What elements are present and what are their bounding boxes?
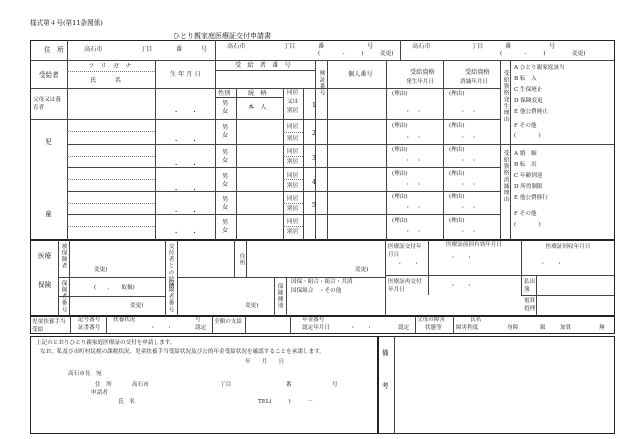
henko-3: 変更): [572, 51, 586, 57]
guardian-dob-dots: ・ ・: [173, 109, 198, 116]
row-no-5: 5: [312, 202, 316, 209]
reason-3a: (理由): [392, 147, 408, 153]
date-dots-4a: ・ ・: [405, 182, 422, 188]
doukyo-6: 同居: [287, 219, 299, 225]
henko-medical-3: 変更): [355, 267, 369, 273]
gender-label: 性別: [218, 90, 231, 97]
decl-addr-label: 住 所: [95, 382, 112, 388]
child-dob-dots-2: ・ ・: [173, 162, 198, 169]
allow-nintei: 認定: [195, 325, 207, 331]
row-no-1: 1: [312, 102, 316, 109]
address-city: 高石市: [84, 46, 103, 53]
tel-paren-3: ( - ): [500, 51, 546, 57]
date-dots-4b: ・ ・: [460, 182, 477, 188]
shurui-label: 保険種別: [276, 283, 283, 310]
nenkin-nintei: 認定: [398, 325, 410, 331]
medical-types-1: 国保・組合・組合・共済: [291, 279, 353, 285]
decl-applicant: 申請者: [91, 390, 108, 396]
shintai-label: 身障: [507, 325, 519, 331]
decl-ban: 番: [286, 382, 292, 388]
kana-label: フ リ ガ ナ: [88, 63, 132, 70]
dob-label: 生 年 月 日: [170, 71, 201, 78]
hihoken-label: 被保険者: [60, 243, 67, 270]
medical-iryo: 医療: [38, 252, 52, 260]
date-dots-2a: ・ ・: [405, 135, 422, 141]
nenkin-dots: ・ ・: [350, 325, 373, 331]
decl-date: 年 月 日: [245, 359, 285, 365]
prev-valid-dots: ・ ・: [450, 255, 473, 261]
address-chome: 丁目: [140, 46, 153, 53]
medical-jusho: 住所: [238, 253, 245, 267]
guardian-label: 父母又は養育者: [33, 97, 61, 111]
date-dots-6b: ・ ・: [460, 229, 477, 235]
female-3: 女: [222, 157, 229, 164]
occur-paren: ( ): [514, 133, 541, 139]
address-city-2: 高石市: [227, 43, 246, 50]
address-go-3: 号: [549, 43, 556, 50]
henko-2: 変更): [380, 51, 394, 57]
end-item-a: A 婚 姻: [514, 151, 537, 157]
occur-item-b: B 転 入: [514, 76, 537, 82]
form-id: 様式第４号(第11条関係): [30, 19, 103, 27]
cert-issue-label: 医療証交付年月日: [388, 244, 422, 258]
teido-label: 障害程度: [456, 325, 479, 331]
occur-item-c: C 生保廃止: [514, 87, 543, 93]
qual-label: 受給資格: [410, 69, 435, 76]
recipient-label: 受給者: [39, 71, 59, 79]
sho-no: 証書番号: [78, 325, 101, 331]
male-6: 男: [222, 219, 229, 226]
doukyo-2: 同居: [287, 124, 299, 130]
koufu-label: 交付者との続柄: [167, 243, 174, 290]
return-dots: ・ ・: [540, 261, 563, 267]
kojin-label: 個人番号: [348, 71, 373, 78]
hoken-no-label-2: 保険者番号: [167, 280, 174, 313]
jotai-label: 状態等: [425, 325, 442, 331]
address-city-3: 高石市: [412, 43, 431, 50]
cohabit-2: 又は: [287, 99, 299, 105]
cohabit-3: 別居: [287, 108, 299, 114]
bekkyo-6: 別居: [287, 229, 299, 235]
address-ban-2: 番: [318, 43, 325, 50]
female-5: 女: [222, 204, 229, 211]
medical-types-2: 国保組合 ・その他: [291, 288, 342, 294]
doukyo-5: 同居: [287, 196, 299, 202]
bekkyo-5: 別居: [287, 206, 299, 212]
nintei-date: ・ ・: [150, 325, 173, 331]
henko-medical-4: 変更): [245, 303, 259, 309]
reason-3b: (理由): [449, 147, 465, 153]
bekkyo-2: 別居: [287, 136, 299, 142]
issue-dots: ・ ・: [397, 261, 420, 267]
contact-label: 電算処理: [524, 298, 536, 312]
remarks-box[interactable]: [378, 336, 615, 434]
fuyo-status: 扶養状況: [113, 317, 136, 323]
shimei-label: 氏名: [470, 317, 482, 323]
address-ban-3: 番: [505, 43, 512, 50]
allow-go: 号: [195, 317, 201, 323]
qual-end-label: 受給資格: [465, 69, 490, 76]
nenkin-no: 年金番号: [302, 317, 325, 323]
reason-1b: (理由): [449, 91, 465, 97]
end-item-c: C 年齢到達: [514, 173, 543, 179]
reason-6a: (理由): [392, 218, 408, 224]
reason-2a: (理由): [392, 123, 408, 129]
child-dob-dots-4: ・ ・: [173, 209, 198, 216]
medical-hoken: 保険: [38, 281, 52, 289]
date-dots-2b: ・ ・: [460, 135, 477, 141]
female-0: 女: [222, 108, 229, 115]
cert-reissue-label: 医療証再交付年月日: [388, 279, 422, 293]
end-paren: ( ): [514, 222, 541, 228]
relation-label: 続 柄: [248, 90, 267, 97]
reason-4a: (理由): [392, 171, 408, 177]
decl-go: 号: [332, 382, 338, 388]
reason-1a: (理由): [392, 91, 408, 97]
name-label: 氏 名: [90, 77, 121, 84]
date-dots-1a: ・ ・: [405, 109, 422, 115]
cohabit-1: 同居: [287, 90, 299, 96]
decl-name-label: 氏 名: [118, 399, 135, 405]
doukyo-4: 同居: [287, 173, 299, 179]
male-0: 男: [222, 100, 229, 107]
henko-medical-1: 変更): [94, 267, 108, 273]
prev-valid-label: 医療証前回有効年月日: [446, 242, 502, 248]
kigou-no: 記号番号: [78, 317, 101, 323]
male-2: 男: [222, 124, 229, 131]
reason-2b: (理由): [449, 123, 465, 129]
male-5: 男: [222, 196, 229, 203]
qual-end: 消滅年月日: [460, 79, 488, 85]
kasan-label: 加算: [560, 325, 572, 331]
bekkyo-3: 別居: [287, 159, 299, 165]
end-item-b: B 転 出: [514, 162, 537, 168]
row-no-2: 2: [312, 130, 316, 137]
occur-reason-side: 受給資格発生理由: [502, 70, 509, 123]
male-4: 男: [222, 173, 229, 180]
address-chome-2: 丁目: [283, 43, 296, 50]
decl-tel: TEL( ) －: [258, 399, 314, 405]
remarks-label-1: 備: [382, 349, 389, 357]
applicant-address-label: 住 所: [44, 46, 64, 54]
address-chome-3: 丁目: [471, 43, 484, 50]
date-dots-5b: ・ ・: [460, 205, 477, 211]
address-go: 号: [201, 46, 208, 53]
remarks-label-2: 考: [382, 382, 389, 390]
child-label-1: 児: [45, 138, 52, 146]
end-item-f: F その他: [514, 211, 537, 217]
female-6: 女: [222, 227, 229, 234]
decl-city: 高石市: [132, 382, 149, 388]
tel-paren-2: ( - ): [318, 51, 364, 57]
reissue-dots: ・ ・: [450, 283, 473, 289]
female-2: 女: [222, 132, 229, 139]
child-dob-dots-5: ・ ・: [173, 230, 198, 237]
male-3: 男: [222, 149, 229, 156]
reason-5a: (理由): [392, 194, 408, 200]
end-item-d: D 所得制限: [514, 184, 543, 190]
decl-line1: 上記のとおりひとり親家庭医療証の交付を申請します。: [36, 340, 176, 346]
address-go-2: 号: [367, 43, 374, 50]
na-label: 無: [599, 325, 605, 331]
nenkin-date: 認定年月日: [302, 325, 330, 331]
female-4: 女: [222, 181, 229, 188]
occur-item-e: E 他公費廃止: [514, 109, 548, 115]
end-reason-side: 受給資格消滅理由: [502, 150, 509, 203]
kigou-paren: ( 、 取扱): [94, 285, 135, 291]
cert-return-label: 医療証回収年月日: [545, 244, 591, 250]
doukyo-3: 同居: [287, 149, 299, 155]
form-title: ひとり親家庭医療証交付申請書: [173, 32, 271, 40]
shogai-label: 父母の障害: [417, 317, 445, 323]
henko-medical-2: 変更): [130, 303, 144, 309]
end-item-e: E 他公費移行: [514, 195, 548, 201]
date-dots-6a: ・ ・: [405, 229, 422, 235]
bekkyo-4: 別居: [287, 183, 299, 189]
child-dob-dots-1: ・ ・: [173, 138, 198, 145]
child-label-2: 童: [45, 210, 52, 218]
child-dob-dots-3: ・ ・: [173, 187, 198, 194]
reason-5b: (理由): [449, 194, 465, 200]
date-dots-3a: ・ ・: [405, 158, 422, 164]
date-dots-5a: ・ ・: [405, 205, 422, 211]
date-dots-1b: ・ ・: [460, 109, 477, 115]
qual-occur: 発生年月日: [406, 79, 434, 85]
honnin: 本 人: [248, 104, 267, 111]
kensho-label: 検証番号: [318, 70, 325, 97]
occur-item-a: A ひとり親家庭該当: [514, 65, 565, 71]
reason-6b: (理由): [449, 218, 465, 224]
decl-to: 高石市長 宛: [68, 371, 102, 377]
payment-label: 払出簿: [524, 279, 536, 293]
occur-item-d: D 保険変更: [514, 98, 543, 104]
jido-fuyou: 児童扶養手当受給: [32, 319, 66, 333]
decl-chome: 丁目: [220, 382, 232, 388]
row-no-3: 3: [312, 155, 316, 162]
decl-line2: なお、私及び市町村民税の課税状況、児童扶養手当受給状況及び公的年金受給状況を確認することを承諾します。: [40, 349, 325, 355]
reason-4b: (理由): [449, 171, 465, 177]
date-dots-3b: ・ ・: [460, 158, 477, 164]
zenkaku: 全額の支給: [214, 319, 242, 325]
row-no-4: 4: [312, 179, 316, 186]
address-ban: 番: [176, 46, 183, 53]
kyu-label: 級: [540, 325, 546, 331]
recipient-no-label: 受 給 者 番 号: [235, 62, 291, 69]
hokensha-label: 保険者番号: [60, 280, 67, 313]
occur-item-f: F その他: [514, 123, 537, 129]
